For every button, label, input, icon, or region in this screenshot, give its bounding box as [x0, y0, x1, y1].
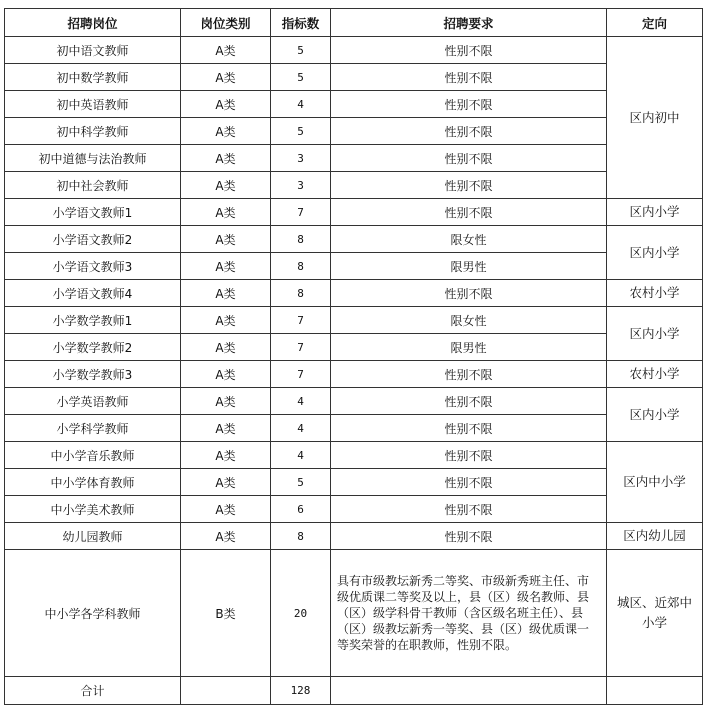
table-row: [5, 172, 703, 199]
category-cell: A类: [181, 280, 271, 307]
table-row: [5, 226, 703, 253]
total-label: 合计: [5, 677, 181, 705]
table-row: [5, 442, 703, 469]
category-cell: A类: [181, 91, 271, 118]
table-row: [5, 91, 703, 118]
table-row: [5, 361, 703, 388]
header-category: 岗位类别: [181, 9, 271, 37]
total-requirement-empty: [331, 677, 607, 705]
quota-cell: 7: [271, 334, 331, 361]
category-cell: A类: [181, 388, 271, 415]
quota-cell: 4: [271, 442, 331, 469]
target-cell: 区内初中: [607, 37, 703, 199]
post-cell: 小学英语教师: [5, 388, 181, 415]
quota-cell: 3: [271, 145, 331, 172]
requirement-cell: 性别不限: [331, 172, 607, 199]
quota-cell: 20: [271, 550, 331, 677]
post-cell: 小学语文教师1: [5, 199, 181, 226]
requirement-cell: 性别不限: [331, 118, 607, 145]
target-cell: 农村小学: [607, 280, 703, 307]
table-row: [5, 253, 703, 280]
post-cell: 小学数学教师1: [5, 307, 181, 334]
category-cell: A类: [181, 253, 271, 280]
post-cell: 初中语文教师: [5, 37, 181, 64]
quota-cell: 5: [271, 469, 331, 496]
requirement-cell: 限男性: [331, 253, 607, 280]
target-cell: 区内中小学: [607, 442, 703, 523]
requirement-cell: 性别不限: [331, 415, 607, 442]
category-cell: A类: [181, 37, 271, 64]
header-requirement: 招聘要求: [331, 9, 607, 37]
table-row: [5, 550, 703, 677]
category-cell: A类: [181, 523, 271, 550]
category-cell: A类: [181, 172, 271, 199]
header-target: 定向: [607, 9, 703, 37]
quota-cell: 8: [271, 523, 331, 550]
table-row: [5, 415, 703, 442]
category-cell: B类: [181, 550, 271, 677]
quota-cell: 7: [271, 307, 331, 334]
post-cell: 中小学音乐教师: [5, 442, 181, 469]
total-row: [5, 677, 703, 705]
post-cell: 小学数学教师3: [5, 361, 181, 388]
category-cell: A类: [181, 361, 271, 388]
table-row: [5, 37, 703, 64]
target-cell: 区内小学: [607, 226, 703, 280]
category-cell: A类: [181, 442, 271, 469]
requirement-cell: 具有市级教坛新秀二等奖、市级新秀班主任、市级优质课二等奖及以上，县（区）级名教师、县（区）级学科骨干教师（含区级名班主任）、县（区）级教坛新秀一等奖、县（区）级优质课一等奖荣誉的在职教师，性别不限。: [331, 550, 607, 677]
target-cell: 区内小学: [607, 388, 703, 442]
table-row: [5, 523, 703, 550]
category-cell: A类: [181, 226, 271, 253]
target-cell: 区内小学: [607, 307, 703, 361]
quota-cell: 7: [271, 199, 331, 226]
table-row: [5, 307, 703, 334]
table-row: [5, 280, 703, 307]
category-cell: A类: [181, 199, 271, 226]
requirement-cell: 性别不限: [331, 442, 607, 469]
table-row: [5, 118, 703, 145]
category-cell: A类: [181, 496, 271, 523]
requirement-cell: 限女性: [331, 307, 607, 334]
post-cell: 初中数学教师: [5, 64, 181, 91]
requirement-cell: 限男性: [331, 334, 607, 361]
post-cell: 初中道德与法治教师: [5, 145, 181, 172]
post-cell: 初中科学教师: [5, 118, 181, 145]
post-cell: 中小学体育教师: [5, 469, 181, 496]
table-row: [5, 469, 703, 496]
post-cell: 小学数学教师2: [5, 334, 181, 361]
post-cell: 小学语文教师4: [5, 280, 181, 307]
table-row: [5, 64, 703, 91]
category-cell: A类: [181, 415, 271, 442]
requirement-cell: 性别不限: [331, 361, 607, 388]
category-cell: A类: [181, 469, 271, 496]
quota-cell: 4: [271, 388, 331, 415]
requirement-cell: 性别不限: [331, 37, 607, 64]
table-row: [5, 496, 703, 523]
requirement-cell: 性别不限: [331, 145, 607, 172]
requirement-cell: 限女性: [331, 226, 607, 253]
quota-cell: 4: [271, 415, 331, 442]
quota-cell: 4: [271, 91, 331, 118]
header-quota: 指标数: [271, 9, 331, 37]
category-cell: A类: [181, 145, 271, 172]
table-row: [5, 334, 703, 361]
table-row: [5, 145, 703, 172]
quota-cell: 8: [271, 226, 331, 253]
category-cell: A类: [181, 307, 271, 334]
quota-cell: 8: [271, 280, 331, 307]
quota-cell: 6: [271, 496, 331, 523]
requirement-cell: 性别不限: [331, 388, 607, 415]
post-cell: 小学语文教师3: [5, 253, 181, 280]
quota-cell: 8: [271, 253, 331, 280]
requirement-cell: 性别不限: [331, 91, 607, 118]
target-cell: 城区、近郊中小学: [607, 550, 703, 677]
quota-cell: 7: [271, 361, 331, 388]
target-cell: 区内小学: [607, 199, 703, 226]
category-cell: A类: [181, 118, 271, 145]
quota-cell: 5: [271, 37, 331, 64]
total-target-empty: [607, 677, 703, 705]
header-post: 招聘岗位: [5, 9, 181, 37]
post-cell: 初中社会教师: [5, 172, 181, 199]
post-cell: 初中英语教师: [5, 91, 181, 118]
quota-cell: 3: [271, 172, 331, 199]
requirement-cell: 性别不限: [331, 523, 607, 550]
table-row: [5, 199, 703, 226]
post-cell: 小学科学教师: [5, 415, 181, 442]
requirement-cell: 性别不限: [331, 64, 607, 91]
target-cell: 农村小学: [607, 361, 703, 388]
recruitment-table: [4, 8, 703, 705]
total-quota: 128: [271, 677, 331, 705]
quota-cell: 5: [271, 118, 331, 145]
post-cell: 小学语文教师2: [5, 226, 181, 253]
category-cell: A类: [181, 334, 271, 361]
requirement-cell: 性别不限: [331, 280, 607, 307]
table-row: [5, 388, 703, 415]
total-category-empty: [181, 677, 271, 705]
requirement-cell: 性别不限: [331, 469, 607, 496]
post-cell: 中小学美术教师: [5, 496, 181, 523]
post-cell: 中小学各学科教师: [5, 550, 181, 677]
post-cell: 幼儿园教师: [5, 523, 181, 550]
quota-cell: 5: [271, 64, 331, 91]
target-cell: 区内幼儿园: [607, 523, 703, 550]
category-cell: A类: [181, 64, 271, 91]
requirement-cell: 性别不限: [331, 199, 607, 226]
requirement-cell: 性别不限: [331, 496, 607, 523]
header-row: [5, 9, 703, 37]
